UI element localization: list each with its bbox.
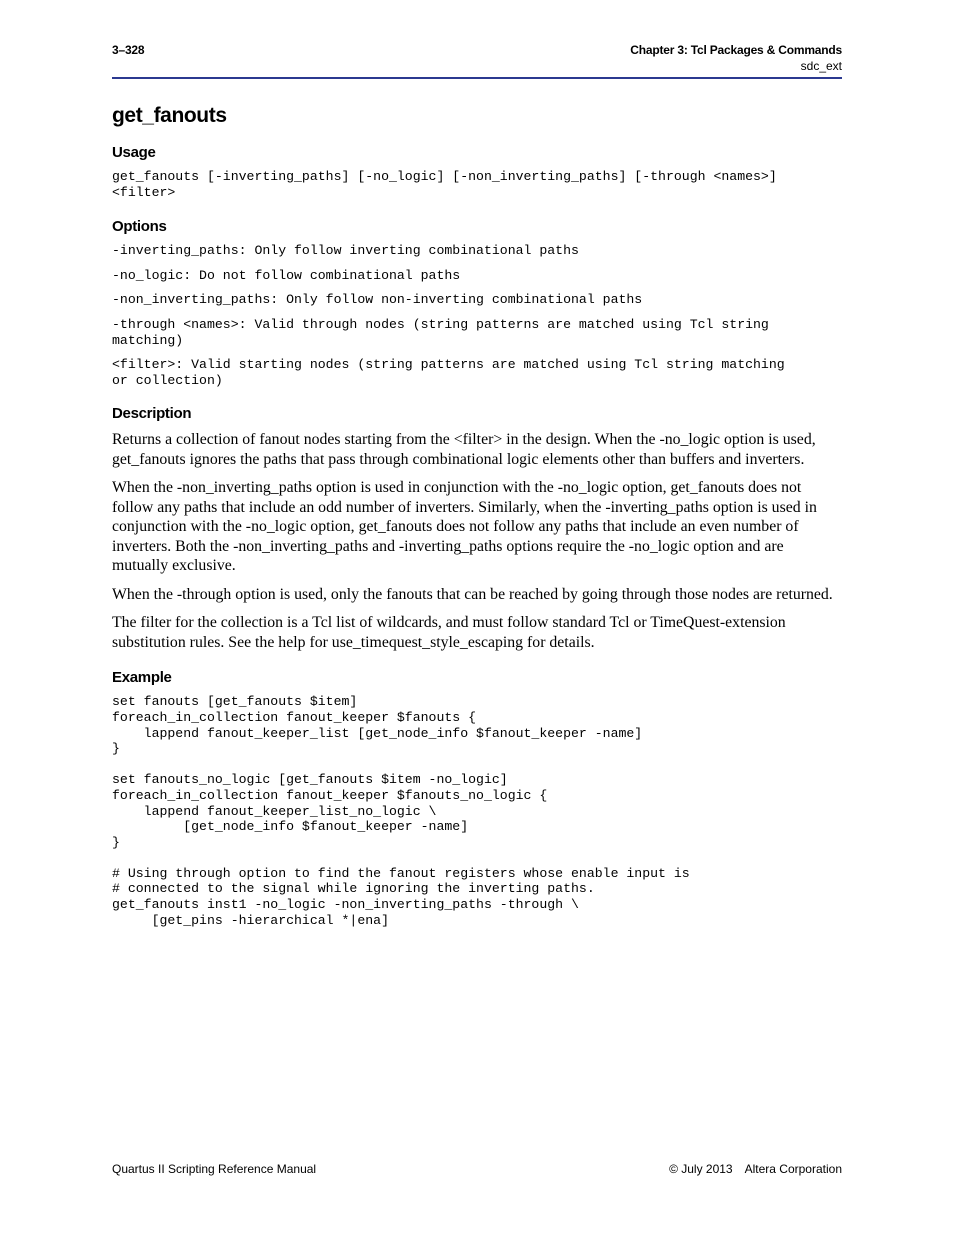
description-paragraph: The filter for the collection is a Tcl list of wildcards, and must follow standard Tcl or TimeQuest-extension substitution rules. See the help for use_timequest_style_escaping for details. [112,614,786,651]
options-heading: Options [112,218,167,236]
example-heading: Example [112,669,172,687]
option-item: -through <names>: Valid through nodes (string patterns are matched using Tcl string matching) [112,316,769,348]
example-code-block: set fanouts [get_fanouts $item] foreach_in_collection fanout_keeper $fanouts { lappend fanout_keeper_list [get_node_info $fanout_keeper -name] } [112,694,643,757]
option-item: -non_inverting_paths: Only follow non-inverting combinational paths [112,292,643,308]
option-item: -inverting_paths: Only follow inverting combinational paths [112,243,579,259]
example-code-block: set fanouts_no_logic [get_fanouts $item -no_logic] foreach_in_collection fanout_keeper $fanouts_no_logic { lappend fanout_keeper_list_no_logic \ [get_node_info $fanout_keeper -name] } [112,772,548,850]
option-item: <filter>: Valid starting nodes (string patterns are matched using Tcl string matching or collection) [112,357,785,388]
page-number: 3–328 [112,43,145,57]
manual-title: Quartus II Scripting Reference Manual [112,1162,317,1176]
options-list [112,243,842,388]
description-body [112,430,842,652]
page-content [112,104,842,928]
usage-line: get_fanouts [-inverting_paths] [-no_logic] [-non_inverting_paths] [-through <names>] [112,169,777,184]
section-tag: sdc_ext [800,59,842,73]
description-paragraph: When the -through option is used, only the fanouts that can be reached by going through those nodes are returned. [112,585,833,603]
example-code-block: # Using through option to find the fanout registers whose enable input is # connected to the signal while ignoring the inverting paths. get_fanouts inst1 -no_logic -non_inverting_paths -through \ [get_pins -hierarchical *|ena] [112,865,690,928]
footer-right [669,1162,842,1176]
usage-block [112,169,842,200]
chapter-title: Chapter 3: Tcl Packages & Commands [630,43,842,57]
option-item: -no_logic: Do not follow combinational paths [112,267,461,283]
example-code [112,694,842,928]
usage-heading: Usage [112,144,156,161]
description-paragraph: When the -non_inverting_paths option is used in conjunction with the -no_logic option, get_fanouts does not follow any paths that include an odd number of inverters. Similarly, when the -inverting_paths option is used in conjunction with the -no_logic option, get_fanouts does not follow any paths that include an even number of inverters. Both the -non_inverting_paths and -inverting_paths options require the -no_logic option and are mutually exclusive. [112,479,817,575]
company-name: Altera Corporation [744,1162,842,1176]
usage-line: <filter> [112,184,176,200]
description-heading: Description [112,405,192,423]
header-rule [112,77,842,79]
copyright-date: © July 2013 [669,1162,733,1176]
command-title: get_fanouts [112,104,227,127]
description-paragraph: Returns a collection of fanout nodes starting from the <filter> in the design. When the -no_logic option is used, get_fanouts ignores the paths that pass through combinational logic elements other than buffers and inverters. [112,431,816,468]
